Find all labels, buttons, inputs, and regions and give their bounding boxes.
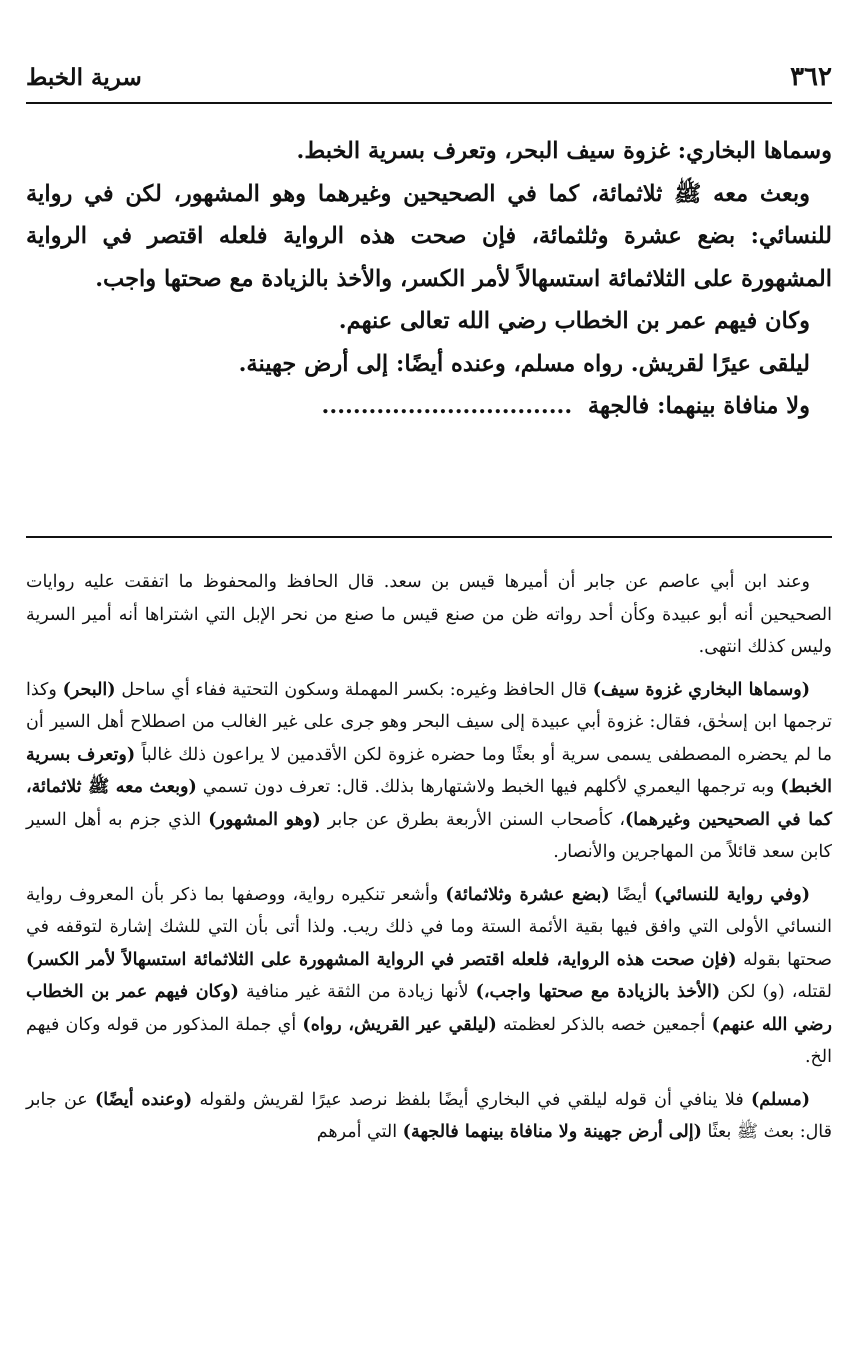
main-paragraph-continued (26, 385, 832, 428)
commentary-text: عن جابر قال: بعث ﷺ بعثًا (26, 1089, 832, 1142)
commentary-paragraph (26, 674, 832, 869)
quoted-main-text: (بضع عشرة وثلاثمائة) (445, 884, 610, 905)
commentary-text: فلا ينافي أن قوله ليلقي في البخاري أيضًا بلفظ نرصد عيرًا لقريش ولقوله (192, 1089, 751, 1110)
quoted-main-text: (البحر) (62, 679, 116, 700)
main-text (26, 130, 832, 428)
quoted-main-text: (وبعث معه ﷺ ثلاثمائة، كما في الصحيحين وغيرهما) (26, 777, 832, 830)
commentary-text: التي أمرهم (316, 1122, 403, 1142)
quoted-main-text: (وكان فيهم عمر بن الخطاب رضي الله عنهم) (26, 982, 832, 1035)
page-header (26, 62, 832, 104)
quoted-main-text: (وعنده أيضًا) (95, 1089, 193, 1110)
quoted-main-text: (إلى أرض جهينة ولا منافاة بينهما فالجهة) (402, 1122, 702, 1142)
quoted-main-text: (وسماها البخاري غزوة سيف) (592, 679, 810, 700)
continuation-dots: ................................ (321, 393, 573, 419)
quoted-main-text: (ليلقي عير القريش، رواه) (302, 1014, 497, 1035)
commentary-text: أي جملة المذكور من قوله وكان فيهم الخ. (26, 1014, 832, 1067)
page-number: ٣٦٢ (790, 62, 832, 92)
quoted-main-text: (الأخذ بالزيادة مع صحتها واجب،) (475, 982, 721, 1002)
commentary-text: وبه ترجمها اليعمري لأكلهم فيها الخبط ولاشتهارها بذلك. قال: تعرف دون تسمي (196, 777, 781, 797)
running-title: سرية الخبط (26, 64, 142, 91)
main-paragraph: وكان فيهم عمر بن الخطاب رضي الله تعالى عنهم. (338, 308, 810, 334)
main-paragraph: ليلقى عيرًا لقريش. رواه مسلم، وعنده أيضًا: إلى أرض جهينة. (238, 350, 810, 377)
commentary-paragraph (26, 879, 832, 1074)
commentary-text: قال الحافظ وغيره: بكسر المهملة وسكون التحتية ففاء أي ساحل (115, 679, 593, 700)
commentary (26, 566, 832, 1159)
quoted-main-text: (وتعرف بسرية الخبط) (26, 744, 832, 797)
quoted-main-text: (فإن صحت هذه الرواية، فلعله اقتصر في الرواية المشهورة على الثلاثمائة استسهالاً لأمر الكسر) (26, 949, 737, 970)
commentary-text: أجمعين خصه بالذكر لعظمته (496, 1014, 712, 1035)
main-paragraph-text: ولا منافاة بينهما: فالجهة (587, 393, 810, 419)
commentary-text: ، كأصحاب السنن الأربعة بطرق عن جابر (320, 809, 625, 830)
commentary-text: الذي جزم به أهل السير كابن سعد قائلاً من المهاجرين والأنصار. (26, 809, 832, 862)
commentary-text: وأشعر تنكيره رواية، ووصفها بما ذكر بأن المعروف رواية النسائي الأولى التي وافق فيها بقية الأئمة الستة وما في ذلك ريب. ولذا أتى بأن التي للشك إشارة لتوقفه في صحتها بقوله (26, 884, 832, 970)
commentary-paragraph (26, 1084, 832, 1149)
commentary-text: لأنها زيادة من الثقة غير منافية (238, 982, 476, 1002)
commentary-paragraph: وعند ابن أبي عاصم عن جابر أن أميرها قيس بن سعد. قال الحافظ والمحفوظ ما اتفقت عليه روايات الصحيحين أنه أبو عبيدة وكأن أحد رواته ظن من صنع قيس ما صنع من نحر الإبل التي اشتراها أنه أمير السرية وليس كذلك انتهى. (26, 572, 832, 657)
main-paragraph: وسماها البخاري: غزوة سيف البحر، وتعرف بسرية الخبط. (296, 138, 832, 164)
commentary-text: لقتله، (و) لكن (720, 982, 832, 1002)
main-paragraph: وبعث معه ﷺ ثلاثمائة، كما في الصحيحين وغيرهما وهو المشهور، لكن في رواية للنسائي: بضع عشرة وثلثمائة، فإن صحت هذه الرواية فلعله اقتصر في الرواية المشهورة على الثلاثمائة استسهالاً لأمر الكسر، والأخذ بالزيادة مع صحتها واجب. (26, 180, 832, 292)
separator-line (26, 536, 832, 538)
quoted-main-text: (وهو المشهور) (208, 809, 321, 830)
commentary-text: وكذا ترجمها ابن إسحٰق، فقال: غزوة أبي عبيدة إلى سيف البحر وهو جرى على غير الغالب من اصطلاح أهل السير أن ما لم يحضره المصطفى يسمى سرية أو بعثًا وما حضره غزوة لكن الأقدمين لا يراعون ذلك غالباً (26, 679, 833, 765)
commentary-text: أيضًا (609, 884, 655, 905)
quoted-main-text: (مسلم) (751, 1089, 810, 1110)
quoted-main-text: (وفي رواية للنسائي) (654, 884, 810, 905)
